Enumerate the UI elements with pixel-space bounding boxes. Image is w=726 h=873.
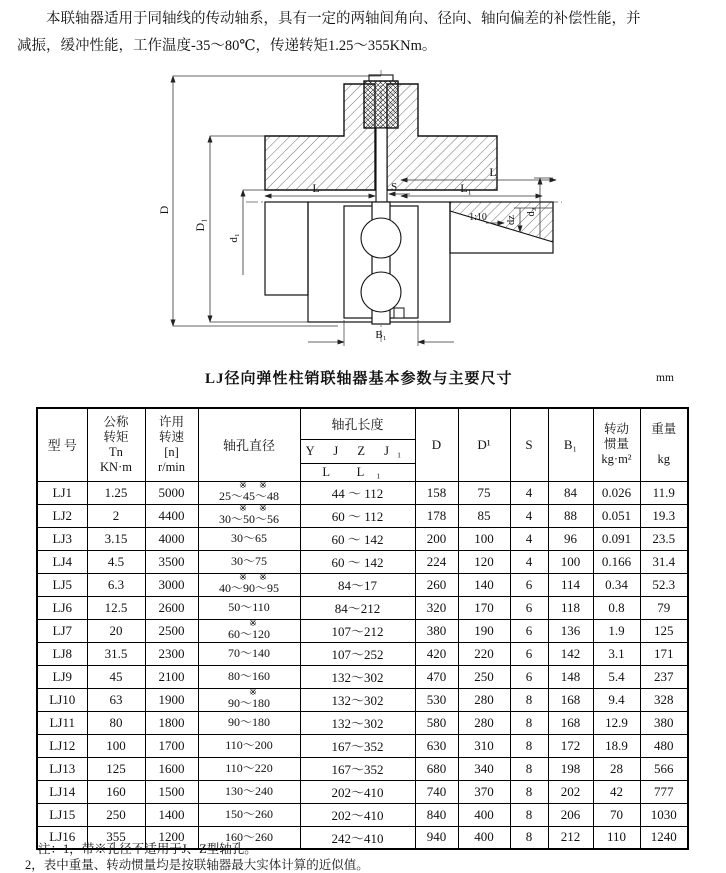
dim-label-dz: dz xyxy=(506,215,517,225)
cell-model: LJ13 xyxy=(37,757,87,780)
cell-D1: 280 xyxy=(458,688,510,711)
bore-value: 30～65 xyxy=(230,531,267,545)
cell-n: 1400 xyxy=(145,803,198,826)
bore-exclusion-marks: ※ xyxy=(249,688,269,698)
cell-weight: 237 xyxy=(640,665,688,688)
cell-D1: 310 xyxy=(458,734,510,757)
cell-B1: 84 xyxy=(548,481,593,504)
dim-label-small-d1: d₁ xyxy=(228,233,240,243)
cell-model: LJ2 xyxy=(37,504,87,527)
cell-tn: 6.3 xyxy=(87,573,145,596)
cell-D1: 140 xyxy=(458,573,510,596)
cell-D1: 250 xyxy=(458,665,510,688)
bore-value: 30～50～56 xyxy=(218,512,279,526)
cell-S: 8 xyxy=(510,757,548,780)
bore-exclusion-marks: ※※ xyxy=(239,573,279,583)
cell-D: 580 xyxy=(415,711,458,734)
cell-bore xyxy=(198,642,300,665)
cell-n: 2600 xyxy=(145,596,198,619)
table-row xyxy=(37,619,688,642)
cell-D: 320 xyxy=(415,596,458,619)
cell-model: LJ9 xyxy=(37,665,87,688)
cell-bore xyxy=(198,734,300,757)
cell-D: 200 xyxy=(415,527,458,550)
pin-nut-crosshatch xyxy=(364,81,398,128)
cell-n: 3000 xyxy=(145,573,198,596)
cell-n: 1900 xyxy=(145,688,198,711)
cell-n: 1500 xyxy=(145,780,198,803)
cell-D: 530 xyxy=(415,688,458,711)
cell-weight: 1240 xyxy=(640,826,688,849)
cell-len: 60 ～ 142 xyxy=(300,527,415,550)
cell-n: 1200 xyxy=(145,826,198,849)
cell-inertia: 12.9 xyxy=(593,711,640,734)
bore-value: 110～220 xyxy=(225,761,273,775)
cell-tn: 355 xyxy=(87,826,145,849)
cell-B1: 148 xyxy=(548,665,593,688)
cell-n: 3500 xyxy=(145,550,198,573)
header-inertia: 转动 惯量 kg·m² xyxy=(593,408,640,481)
bore-exclusion-marks: ※※ xyxy=(239,504,279,514)
cell-bore xyxy=(198,550,300,573)
cell-B1: 168 xyxy=(548,711,593,734)
cell-inertia: 9.4 xyxy=(593,688,640,711)
cell-model: LJ8 xyxy=(37,642,87,665)
cell-n: 1800 xyxy=(145,711,198,734)
cell-len: 202～410 xyxy=(300,803,415,826)
cell-len: 167～352 xyxy=(300,757,415,780)
pin-bushing-top xyxy=(361,218,401,258)
cell-n: 1700 xyxy=(145,734,198,757)
cell-len: 107～252 xyxy=(300,642,415,665)
table-row xyxy=(37,481,688,504)
table-row xyxy=(37,573,688,596)
table-row xyxy=(37,711,688,734)
cell-bore xyxy=(198,527,300,550)
header-torque: 公称 转矩 Tn KN·m xyxy=(87,408,145,481)
header-speed: 许用 转速 [n] r/min xyxy=(145,408,198,481)
cell-B1: 96 xyxy=(548,527,593,550)
cell-tn: 4.5 xyxy=(87,550,145,573)
cell-weight: 125 xyxy=(640,619,688,642)
table-row xyxy=(37,665,688,688)
pin-bushing-bottom xyxy=(361,272,401,312)
cell-tn: 45 xyxy=(87,665,145,688)
cell-D: 260 xyxy=(415,573,458,596)
cell-D1: 75 xyxy=(458,481,510,504)
cell-S: 6 xyxy=(510,596,548,619)
cell-model: LJ6 xyxy=(37,596,87,619)
cell-weight: 31.4 xyxy=(640,550,688,573)
cell-bore xyxy=(198,596,300,619)
cell-D1: 85 xyxy=(458,504,510,527)
cell-bore xyxy=(198,504,300,527)
cell-len: 132～302 xyxy=(300,688,415,711)
cell-S: 8 xyxy=(510,803,548,826)
cell-inertia: 0.026 xyxy=(593,481,640,504)
bore-value: 160～260 xyxy=(224,829,273,844)
bore-value: 30～75 xyxy=(230,554,267,568)
cell-model: LJ3 xyxy=(37,527,87,550)
cell-tn: 250 xyxy=(87,803,145,826)
dim-label-L-left: L xyxy=(312,181,320,195)
dim-label-S: S xyxy=(390,181,398,193)
cell-tn: 20 xyxy=(87,619,145,642)
table-row xyxy=(37,527,688,550)
figure-title: LJ径向弹性柱销联轴器基本参数与主要尺寸 xyxy=(205,371,513,387)
cell-n: 2500 xyxy=(145,619,198,642)
cell-model: LJ14 xyxy=(37,780,87,803)
cell-inertia: 0.166 xyxy=(593,550,640,573)
cell-S: 4 xyxy=(510,481,548,504)
cell-weight: 480 xyxy=(640,734,688,757)
cell-B1: 206 xyxy=(548,803,593,826)
header-B1: B₁ xyxy=(548,408,593,481)
dim-label-B1: B₁ xyxy=(375,329,387,341)
dim-label-L-right: L xyxy=(489,165,497,179)
cell-D1: 170 xyxy=(458,596,510,619)
cell-len: 132～302 xyxy=(300,665,415,688)
cell-S: 8 xyxy=(510,826,548,849)
cell-D: 470 xyxy=(415,665,458,688)
cell-inertia: 0.34 xyxy=(593,573,640,596)
cell-model: LJ1 xyxy=(37,481,87,504)
header-bore-length-ll1: L L₁ xyxy=(300,463,415,481)
cell-D: 840 xyxy=(415,803,458,826)
cell-inertia: 1.9 xyxy=(593,619,640,642)
cell-bore xyxy=(198,780,300,803)
cell-D: 420 xyxy=(415,642,458,665)
table-row xyxy=(37,504,688,527)
cell-D1: 120 xyxy=(458,550,510,573)
cell-tn: 100 xyxy=(87,734,145,757)
cell-bore xyxy=(198,803,300,826)
cell-weight: 328 xyxy=(640,688,688,711)
cell-S: 4 xyxy=(510,550,548,573)
cell-len: 84～17 xyxy=(300,573,415,596)
cell-inertia: 70 xyxy=(593,803,640,826)
cell-B1: 172 xyxy=(548,734,593,757)
header-weight: 重量 kg xyxy=(640,408,688,481)
dim-label-D: D xyxy=(157,205,171,215)
table-row xyxy=(37,734,688,757)
cell-n: 1600 xyxy=(145,757,198,780)
cell-B1: 142 xyxy=(548,642,593,665)
bore-value: 50～110 xyxy=(228,600,270,614)
header-bore-diameter: 轴孔直径 xyxy=(198,408,300,481)
header-D1: D¹ xyxy=(458,408,510,481)
taper-label: 1:10 xyxy=(469,212,487,223)
header-model: 型 号 xyxy=(37,408,87,481)
cell-model: LJ7 xyxy=(37,619,87,642)
cell-bore xyxy=(198,757,300,780)
cell-weight: 23.5 xyxy=(640,527,688,550)
cell-S: 6 xyxy=(510,642,548,665)
cell-weight: 52.3 xyxy=(640,573,688,596)
left-hub-outline xyxy=(265,202,308,295)
cell-inertia: 5.4 xyxy=(593,665,640,688)
cell-S: 4 xyxy=(510,527,548,550)
cell-tn: 12.5 xyxy=(87,596,145,619)
cell-inertia: 18.9 xyxy=(593,734,640,757)
cell-S: 8 xyxy=(510,688,548,711)
cell-S: 6 xyxy=(510,619,548,642)
table-row xyxy=(37,780,688,803)
cell-len: 242～410 xyxy=(300,826,415,849)
cell-S: 6 xyxy=(510,573,548,596)
cell-S: 8 xyxy=(510,711,548,734)
parameters-table xyxy=(36,407,689,850)
cell-tn: 1.25 xyxy=(87,481,145,504)
cell-bore xyxy=(198,481,300,504)
bore-value: 70～140 xyxy=(227,646,270,660)
cell-inertia: 42 xyxy=(593,780,640,803)
header-S: S xyxy=(510,408,548,481)
cell-inertia: 0.091 xyxy=(593,527,640,550)
cell-B1: 114 xyxy=(548,573,593,596)
cell-len: 60 ～ 112 xyxy=(300,504,415,527)
cell-tn: 160 xyxy=(87,780,145,803)
bore-value: 25～45～48 xyxy=(218,489,279,503)
cell-D: 158 xyxy=(415,481,458,504)
cell-len: 167～352 xyxy=(300,734,415,757)
cell-D: 224 xyxy=(415,550,458,573)
cell-model: LJ12 xyxy=(37,734,87,757)
left-flange-section xyxy=(265,84,375,190)
cell-inertia: 3.1 xyxy=(593,642,640,665)
cell-D1: 400 xyxy=(458,826,510,849)
cell-D: 178 xyxy=(415,504,458,527)
cell-bore xyxy=(198,688,300,711)
cell-len: 44 ～ 112 xyxy=(300,481,415,504)
bore-value: 90～180 xyxy=(227,715,270,729)
cell-model: LJ10 xyxy=(37,688,87,711)
cell-S: 6 xyxy=(510,665,548,688)
cell-inertia: 0.051 xyxy=(593,504,640,527)
cell-tn: 63 xyxy=(87,688,145,711)
bore-value: 150～260 xyxy=(224,807,273,821)
cell-n: 5000 xyxy=(145,481,198,504)
cell-D1: 280 xyxy=(458,711,510,734)
table-row xyxy=(37,803,688,826)
cell-bore xyxy=(198,665,300,688)
cell-B1: 202 xyxy=(548,780,593,803)
bore-value: 40～90～95 xyxy=(218,581,279,595)
bore-value: 60～120 xyxy=(227,627,270,641)
cell-model: LJ11 xyxy=(37,711,87,734)
cell-tn: 31.5 xyxy=(87,642,145,665)
cell-weight: 19.3 xyxy=(640,504,688,527)
bore-value: 90～180 xyxy=(227,696,270,710)
cell-tn: 2 xyxy=(87,504,145,527)
cell-inertia: 28 xyxy=(593,757,640,780)
cell-model: LJ5 xyxy=(37,573,87,596)
table-row xyxy=(37,757,688,780)
figure-unit: mm xyxy=(656,372,674,384)
cell-model: LJ15 xyxy=(37,803,87,826)
cell-D: 630 xyxy=(415,734,458,757)
cell-n: 4000 xyxy=(145,527,198,550)
pin-nub xyxy=(394,308,404,318)
table-row xyxy=(37,642,688,665)
header-bore-length-types: Y J Z J₁ xyxy=(300,439,415,463)
cell-len: 60 ～ 142 xyxy=(300,550,415,573)
cell-weight: 171 xyxy=(640,642,688,665)
cell-len: 202～410 xyxy=(300,780,415,803)
table-header xyxy=(37,408,688,481)
cell-B1: 88 xyxy=(548,504,593,527)
cell-model: LJ16 xyxy=(37,826,87,849)
footnote-1: 注：1，带※孔径不适用于J、Z型轴孔。 xyxy=(38,842,257,856)
cell-n: 4400 xyxy=(145,504,198,527)
cell-B1: 118 xyxy=(548,596,593,619)
bore-value: 110～200 xyxy=(225,738,273,752)
dim-label-d2: d₂ xyxy=(526,207,537,217)
cell-len: 84～212 xyxy=(300,596,415,619)
cell-D1: 400 xyxy=(458,803,510,826)
dim-label-D1: D₁ xyxy=(193,218,207,232)
cell-B1: 198 xyxy=(548,757,593,780)
cell-n: 2300 xyxy=(145,642,198,665)
cell-weight: 380 xyxy=(640,711,688,734)
cell-B1: 168 xyxy=(548,688,593,711)
intro-paragraph: 本联轴器适用于同轴线的传动轴系，具有一定的两轴间角向、径向、轴向偏差的补偿性能，并 减振，缓冲性能，工作温度-35～80℃，传递转矩1.25～355KNm。 xyxy=(17,11,641,54)
dim-label-L1: L₁ xyxy=(460,181,472,195)
cell-bore xyxy=(198,619,300,642)
header-bore-length-group: 轴孔长度 xyxy=(300,408,415,439)
cell-bore xyxy=(198,573,300,596)
cell-inertia: 110 xyxy=(593,826,640,849)
cell-D1: 370 xyxy=(458,780,510,803)
table-row xyxy=(37,550,688,573)
cell-weight: 79 xyxy=(640,596,688,619)
cell-D: 740 xyxy=(415,780,458,803)
table-body xyxy=(37,481,688,849)
cell-D: 380 xyxy=(415,619,458,642)
cell-B1: 100 xyxy=(548,550,593,573)
cell-len: 132～302 xyxy=(300,711,415,734)
cell-weight: 566 xyxy=(640,757,688,780)
cell-len: 107～212 xyxy=(300,619,415,642)
cell-D: 680 xyxy=(415,757,458,780)
right-flange-section xyxy=(387,84,497,190)
cell-S: 8 xyxy=(510,734,548,757)
cell-weight: 1030 xyxy=(640,803,688,826)
bore-exclusion-marks: ※※ xyxy=(239,481,279,491)
cell-inertia: 0.8 xyxy=(593,596,640,619)
header-D: D xyxy=(415,408,458,481)
cell-weight: 777 xyxy=(640,780,688,803)
cell-D1: 190 xyxy=(458,619,510,642)
bore-value: 130～240 xyxy=(224,784,273,798)
table-row xyxy=(37,688,688,711)
cell-D1: 100 xyxy=(458,527,510,550)
cell-tn: 125 xyxy=(87,757,145,780)
bore-value: 80～160 xyxy=(227,669,270,683)
elastic-pin xyxy=(376,128,387,202)
cell-n: 2100 xyxy=(145,665,198,688)
cell-S: 8 xyxy=(510,780,548,803)
cell-weight: 11.9 xyxy=(640,481,688,504)
cell-model: LJ4 xyxy=(37,550,87,573)
cell-D: 940 xyxy=(415,826,458,849)
bore-exclusion-marks: ※ xyxy=(249,619,269,629)
cell-tn: 3.15 xyxy=(87,527,145,550)
cell-D1: 220 xyxy=(458,642,510,665)
cell-tn: 80 xyxy=(87,711,145,734)
cell-S: 4 xyxy=(510,504,548,527)
cell-B1: 212 xyxy=(548,826,593,849)
table-row xyxy=(37,596,688,619)
cell-B1: 136 xyxy=(548,619,593,642)
footnote-2: 2，表中重量、转动惯量均是按联轴器最大实体计算的近似值。 xyxy=(25,858,369,872)
cell-D1: 340 xyxy=(458,757,510,780)
cell-bore xyxy=(198,711,300,734)
coupling-section-drawing xyxy=(148,70,578,358)
